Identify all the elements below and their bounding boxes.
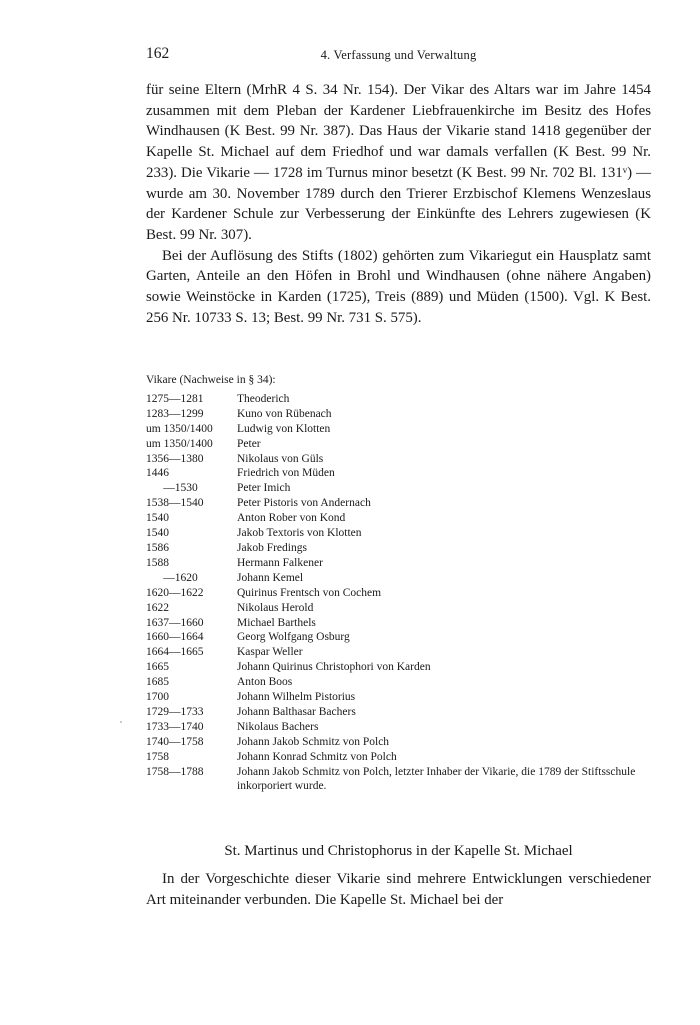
vikare-name: Kuno von Rübenach bbox=[237, 407, 332, 420]
vikare-name: Johann Jakob Schmitz von Polch bbox=[237, 735, 390, 748]
vikare-date: 1446 bbox=[146, 467, 169, 480]
vikare-row bbox=[146, 496, 651, 511]
vikare-row bbox=[146, 601, 651, 616]
vikare-name: Johann Jakob Schmitz von Polch, letzter Inhaber der Vikarie, die 1789 der Stiftsschule inkorporiert wurde. bbox=[237, 765, 636, 793]
vikare-row bbox=[146, 437, 651, 452]
vikare-name: Georg Wolfgang Osburg bbox=[237, 631, 350, 644]
vikare-row bbox=[146, 720, 651, 735]
vikare-row bbox=[146, 466, 651, 481]
vikare-list-heading: Vikare (Nachweise in § 34): bbox=[146, 374, 276, 386]
vikare-row bbox=[146, 586, 651, 601]
vikare-name: Michael Barthels bbox=[237, 616, 316, 629]
section-paragraph: In der Vorgeschichte dieser Vikarie sind mehrere Entwicklungen verschiedener Art miteinander verbunden. Die Kapelle St. Michael bei der bbox=[146, 871, 651, 908]
vikare-date: —1620 bbox=[146, 571, 198, 584]
body-text bbox=[146, 80, 651, 328]
running-head: 4. Verfassung und Verwaltung bbox=[320, 48, 477, 62]
vikare-date: 1758—1788 bbox=[146, 765, 204, 778]
vikare-name: Jakob Fredings bbox=[237, 541, 307, 554]
vikare-name: Anton Boos bbox=[237, 676, 293, 689]
vikare-row bbox=[146, 541, 651, 556]
vikare-date: 1685 bbox=[146, 676, 169, 689]
vikare-date: 1740—1758 bbox=[146, 735, 204, 748]
vikare-row bbox=[146, 735, 651, 750]
paragraph-2: Bei der Auflösung des Stifts (1802) gehörten zum Vikariegut ein Hausplatz samt Garten, Anteile an den Höfen in Brohl und Windhausen (ohne nähere Angaben) sowie Weinstöcke in Karden (1725), Treis (889) und Müden (1500). Vgl. K Best. 256 Nr. 10733 S. 13; Best. 99 Nr. 731 S. 575). bbox=[146, 247, 651, 326]
vikare-name: Peter bbox=[237, 437, 261, 450]
vikare-name: Peter Imich bbox=[237, 482, 291, 495]
vikare-name: Kaspar Weller bbox=[237, 646, 303, 659]
vikare-name: Nikolaus von Güls bbox=[237, 452, 324, 465]
vikare-row bbox=[146, 452, 651, 467]
vikare-row bbox=[146, 392, 651, 407]
vikare-date: 1660—1664 bbox=[146, 631, 204, 644]
vikare-name: Anton Rober von Kond bbox=[237, 512, 346, 525]
vikare-date: 1275—1281 bbox=[146, 392, 204, 405]
vikare-date: um 1350/1400 bbox=[146, 437, 213, 450]
vikare-name: Friedrich von Müden bbox=[237, 467, 335, 480]
vikare-row bbox=[146, 526, 651, 541]
vikare-date: 1540 bbox=[146, 512, 169, 525]
vikare-date: 1665 bbox=[146, 661, 169, 674]
vikare-name: Johann Quirinus Christophori von Karden bbox=[237, 661, 431, 674]
vikare-name: Jakob Textoris von Klotten bbox=[237, 527, 362, 540]
vikare-date: 1540 bbox=[146, 527, 169, 540]
vikare-date: —1530 bbox=[146, 482, 198, 495]
vikare-name: Johann Balthasar Bachers bbox=[237, 705, 356, 718]
vikare-row bbox=[146, 765, 651, 795]
vikare-name: Theoderich bbox=[237, 392, 290, 405]
vikare-date: 1620—1622 bbox=[146, 586, 204, 599]
vikare-row bbox=[146, 556, 651, 571]
vikare-date: 1586 bbox=[146, 541, 169, 554]
vikare-row bbox=[146, 645, 651, 660]
vikare-date: 1700 bbox=[146, 691, 169, 704]
vikare-name: Quirinus Frentsch von Cochem bbox=[237, 586, 382, 599]
vikare-name: Hermann Falkener bbox=[237, 556, 323, 569]
vikare-date: 1538—1540 bbox=[146, 497, 204, 510]
vikare-date: 1758 bbox=[146, 750, 169, 763]
vikare-row bbox=[146, 571, 651, 586]
stray-margin-mark bbox=[120, 721, 122, 723]
vikare-date: 1733—1740 bbox=[146, 720, 204, 733]
vikare-row bbox=[146, 511, 651, 526]
vikare-row bbox=[146, 630, 651, 645]
vikare-row bbox=[146, 407, 651, 422]
vikare-name: Nikolaus Bachers bbox=[237, 720, 319, 733]
vikare-row bbox=[146, 690, 651, 705]
vikare-name: Johann Konrad Schmitz von Polch bbox=[237, 750, 397, 763]
vikare-name: Ludwig von Klotten bbox=[237, 422, 331, 435]
vikare-row bbox=[146, 422, 651, 437]
vikare-row bbox=[146, 481, 651, 496]
vikare-date: 1637—1660 bbox=[146, 616, 204, 629]
vikare-row bbox=[146, 675, 651, 690]
section-heading: St. Martinus und Christophorus in der Kapelle St. Michael bbox=[224, 843, 573, 859]
vikare-date: 1622 bbox=[146, 601, 169, 614]
vikare-row bbox=[146, 616, 651, 631]
vikare-name: Johann Kemel bbox=[237, 571, 304, 584]
page-header bbox=[146, 45, 651, 65]
vikare-date: 1729—1733 bbox=[146, 705, 204, 718]
vikare-name: Peter Pistoris von Andernach bbox=[237, 497, 371, 510]
vikare-row bbox=[146, 660, 651, 675]
paragraph-1: für seine Eltern (MrhR 4 S. 34 Nr. 154). Der Vikar des Altars war im Jahre 1454 zusammen mit dem Pleban der Kardener Liebfrauenkirche im Besitz des Hofes Windhausen (K Best. 99 Nr. 387). Das Haus der Vikarie stand 1418 gegenüber der Kapelle St. Michael auf dem Friedhof und war damals verfallen (K Best. 99 Nr. 233). Die Vikarie — 1728 im Turnus minor besetzt (K Best. 99 Nr. 702 Bl. 131ᵛ) — wurde am 30. November 1789 durch den Trierer Erzbischof Klemens Wenzeslaus der Kardener Schule zur Verbesserung der Einkünfte des Lehrers zugewiesen (K Best. 99 Nr. 307). bbox=[146, 82, 651, 243]
vikare-date: um 1350/1400 bbox=[146, 422, 213, 435]
page-number: 162 bbox=[146, 45, 170, 62]
vikare-date: 1664—1665 bbox=[146, 646, 204, 659]
vikare-name: Johann Wilhelm Pistorius bbox=[237, 691, 356, 704]
vikare-date: 1588 bbox=[146, 556, 169, 569]
vikare-row bbox=[146, 750, 651, 765]
section-body-text bbox=[146, 869, 651, 910]
vikare-name: Nikolaus Herold bbox=[237, 601, 314, 614]
vikare-rows bbox=[146, 392, 651, 794]
vikare-list bbox=[146, 373, 651, 794]
vikare-row bbox=[146, 705, 651, 720]
vikare-date: 1356—1380 bbox=[146, 452, 204, 465]
vikare-date: 1283—1299 bbox=[146, 407, 204, 420]
